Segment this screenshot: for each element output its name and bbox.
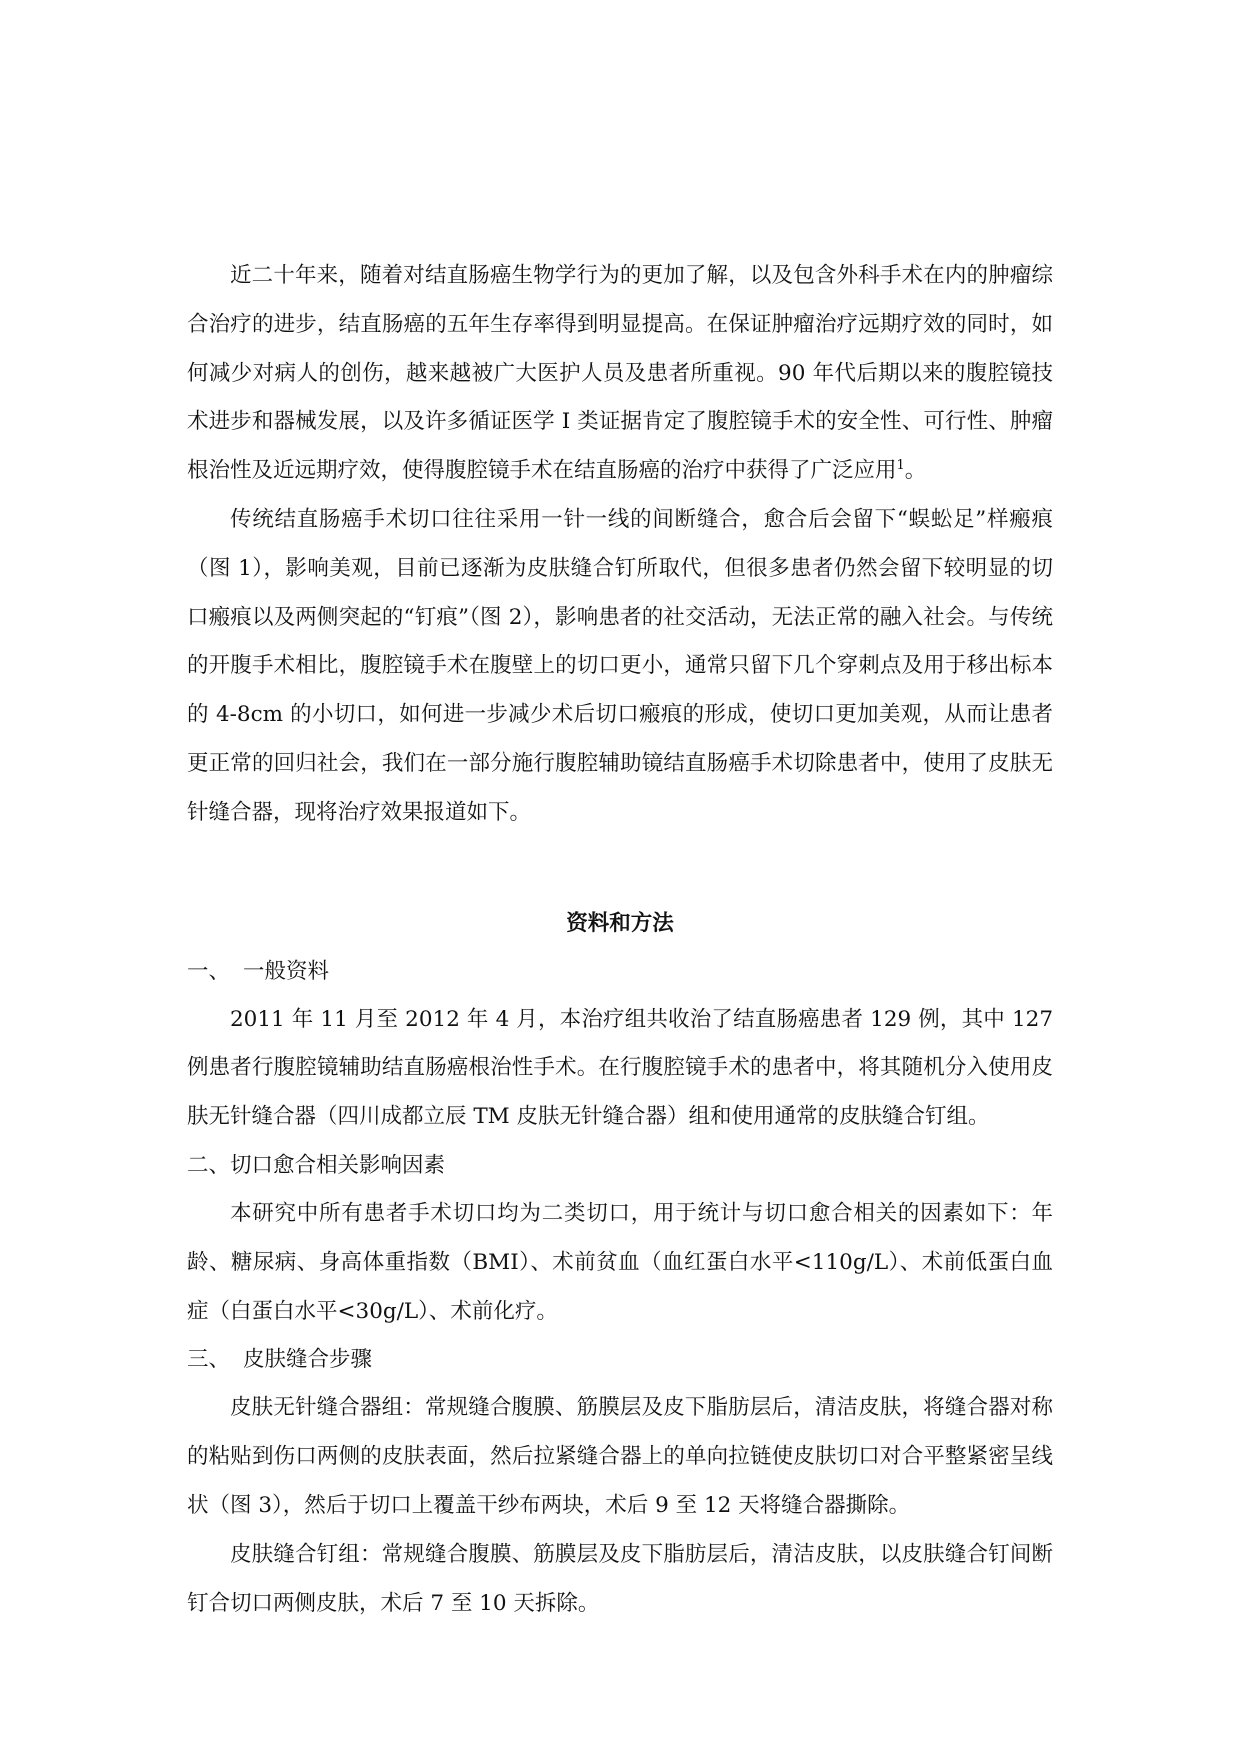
- reference-superscript: 1: [896, 458, 905, 474]
- subsection-heading-2: [187, 1142, 1053, 1190]
- subsection-3-paragraph-2: 皮肤缝合钉组：常规缝合腹膜、筋膜层及皮下脂肪层后，清洁皮肤，以皮肤缝合钉间断钉合切口两侧皮肤，术后 7 至 10 天拆除。: [187, 1541, 1053, 1616]
- subsection-heading-3: [187, 1336, 1053, 1384]
- subsection-2-paragraph: 本研究中所有患者手术切口均为二类切口，用于统计与切口愈合相关的因素如下：年龄、糖尿病、身高体重指数（BMI）、术前贫血（血红蛋白水平<110g/L）、术前低蛋白血症（白蛋白水平<30g/L）、术前化疗。: [187, 1200, 1053, 1324]
- intro-paragraph-1-text: 近二十年来，随着对结直肠癌生物学行为的更加了解，以及包含外科手术在内的肿瘤综合治疗的进步，结直肠癌的五年生存率得到明显提高。在保证肿瘤治疗远期疗效的同时，如何减少对病人的创伤，越来越被广大医护人员及患者所重视。90 年代后期以来的腹腔镜技术进步和器械发展，以及许多循证医学 I 类证据肯定了腹腔镜手术的安全性、可行性、肿瘤根治性及近远期疗效，使得腹腔镜手术在结直肠癌的治疗中获得了广泛应用: [187, 263, 1053, 484]
- subsection-title-1: 一般资料: [243, 958, 330, 984]
- intro-paragraph-2: 传统结直肠癌手术切口往往采用一针一线的间断缝合，愈合后会留下“蜈蚣足”样瘢痕（图 1），影响美观，目前已逐渐为皮肤缝合钉所取代，但很多患者仍然会留下较明显的切口瘢痕以及两侧突起的“钉痕”（图 2），影响患者的社交活动，无法正常的融入社会。与传统的开腹手术相比，腹腔镜手术在腹壁上的切口更小，通常只留下几个穿刺点及用于移出标本的 4-8cm 的小切口，如何进一步减少术后切口瘢痕的形成，使切口更加美观，从而让患者更正常的回归社会，我们在一部分施行腹腔辅助镜结直肠癌手术切除患者中，使用了皮肤无针缝合器，现将治疗效果报道如下。: [187, 506, 1053, 825]
- subsection-title-2: 切口愈合相关影响因素: [230, 1152, 446, 1178]
- subsection-number-3: 三、: [187, 1347, 231, 1373]
- document-body: [187, 252, 1053, 1628]
- subsection-title-3: 皮肤缝合步骤: [243, 1347, 373, 1373]
- intro-paragraph-1: [187, 252, 1053, 496]
- section-title: 资料和方法: [566, 910, 674, 936]
- subsection-number-1: 一、: [187, 958, 231, 984]
- subsection-3-paragraph-1: 皮肤无针缝合器组：常规缝合腹膜、筋膜层及皮下脂肪层后，清洁皮肤，将缝合器对称的粘贴到伤口两侧的皮肤表面，然后拉紧缝合器上的单向拉链使皮肤切口对合平整紧密呈线状（图 3），然后于切口上覆盖干纱布两块，术后 9 至 12 天将缝合器撕除。: [187, 1395, 1053, 1518]
- subsection-number-2: 二、: [187, 1152, 231, 1178]
- subsection-1-paragraph: 2011 年 11 月至 2012 年 4 月，本治疗组共收治了结直肠癌患者 129 例，其中 127 例患者行腹腔镜辅助结直肠癌根治性手术。在行腹腔镜手术的患者中，将其随机分入使用皮肤无针缝合器（四川成都立辰 TM 皮肤无针缝合器）组和使用通常的皮肤缝合钉组。: [187, 1006, 1053, 1130]
- subsection-heading-1: [187, 948, 1053, 996]
- intro-paragraph-1-end: 。: [904, 458, 927, 484]
